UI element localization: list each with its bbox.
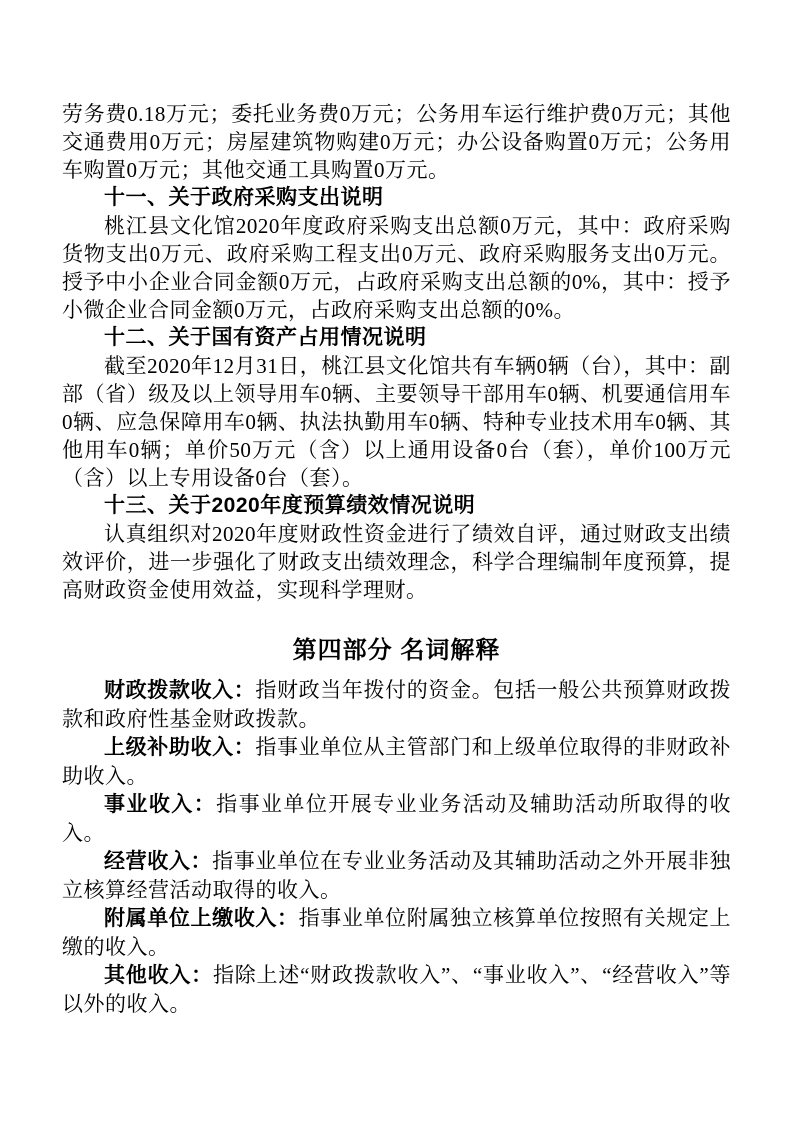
paragraph-procurement-spending: 桃江县文化馆2020年度政府采购支出总额0万元，其中：政府采购货物支出0万元、政府采购工程支出0万元、政府采购服务支出0万元。授予中小企业合同金额0万元，占政府采购支出总额的0%，其中：授予小微企业合同金额0万元，占政府采购支出总额的0%。 [62,214,731,322]
section-heading-13-budget-performance: 十三、关于2020年度预算绩效情况说明 [104,494,476,517]
definition-term: 事业收入： [104,793,217,816]
definition-other-income [62,961,731,1018]
definition-affiliated-unit-income [62,904,731,961]
section-heading-12-state-assets: 十二、关于国有资产占用情况说明 [104,326,427,349]
definition-term: 附属单位上缴收入： [104,907,299,930]
definition-text: 指事业单位开展专业业务活动及辅助活动所取得的收入。 [62,792,732,845]
definition-fiscal-appropriation-income [62,676,731,733]
definition-text: 指事业单位附属独立核算单位按照有关规定上缴的收入。 [62,906,731,959]
definition-superior-subsidy-income [62,733,731,790]
definition-text: 指事业单位在专业业务活动及其辅助活动之外开展非独立核算经营活动取得的收入。 [62,849,731,902]
definition-business-income [62,847,731,904]
section-heading-11-procurement: 十一、关于政府采购支出说明 [104,186,384,209]
definition-term: 财政拨款收入： [104,679,256,702]
paragraph-performance-evaluation: 认真组织对2020年度财政性资金进行了绩效自评，通过财政支出绩效评价，进一步强化了财政支出绩效理念，科学合理编制年度预算，提高财政资金使用效益，实现科学理财。 [62,522,731,602]
definition-text: 指事业单位从主管部门和上级单位取得的非财政补助收入。 [62,735,731,788]
definition-term: 上级补助收入： [104,736,256,759]
definition-term: 其他收入： [104,964,213,987]
definition-text: 指财政当年拨付的资金。包括一般公共预算财政拨款和政府性基金财政拨款。 [62,678,731,731]
paragraph-state-assets-vehicles: 截至2020年12月31日，桃江县文化馆共有车辆0辆（台），其中：副部（省）级及以上领导用车0辆、主要领导干部用车0辆、机要通信用车0辆、应急保障用车0辆、执法执勤用车0辆、特种专业技术用车0辆、其他用车0辆；单价50万元（含）以上通用设备0台（套），单价100万元（含）以上专用设备0台（套）。 [62,354,731,490]
definition-operational-income [62,790,731,847]
continuation-paragraph-labor-fees: 劳务费0.18万元；委托业务费0万元；公务用车运行维护费0万元；其他交通费用0万元；房屋建筑物购建0万元；办公设备购置0万元；公务用车购置0万元；其他交通工具购置0万元。 [62,102,731,182]
definition-term: 经营收入： [104,850,213,873]
definition-text: 指除上述“财政拨款收入”、“事业收入”、“经营收入”等以外的收入。 [62,963,731,1016]
part-four-title: 第四部分 名词解释 [292,637,501,664]
